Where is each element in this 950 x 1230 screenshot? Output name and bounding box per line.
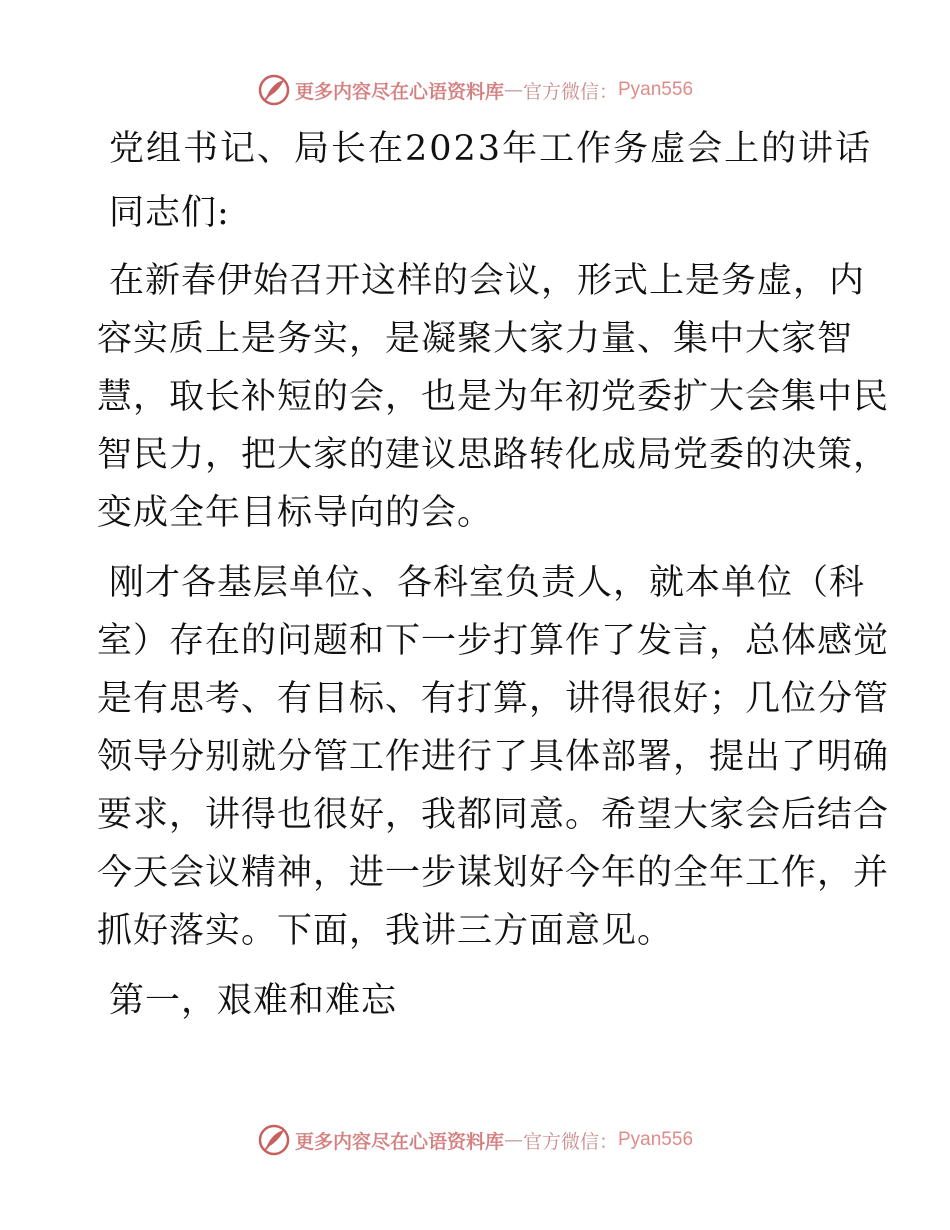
- feather-logo-icon: [257, 73, 291, 107]
- paragraph-line: 抓好落实。下面，我讲三方面意见。: [97, 911, 674, 951]
- paragraph-line: 容实质上是务实，是凝聚大家力量、集中大家智: [97, 319, 854, 359]
- banner-account: Pyan556: [618, 1129, 694, 1150]
- banner-separator: —: [503, 79, 523, 101]
- paragraph-line: 领导分别就分管工作进行了具体部署，提出了明确: [97, 737, 890, 777]
- watermark-banner-top: [0, 70, 950, 110]
- paragraph-line: 今天会议精神，进一步谋划好今年的全年工作，并: [97, 853, 890, 893]
- paragraph-line: 慧，取长补短的会，也是为年初党委扩大会集中民: [97, 377, 890, 417]
- banner-separator: —: [503, 1129, 523, 1151]
- banner-wechat-label: 官方微信：: [522, 1130, 618, 1153]
- watermark-banner-bottom: [0, 1120, 950, 1160]
- banner-account: Pyan556: [618, 79, 694, 100]
- paragraph-line: 是有思考、有目标、有打算，讲得很好；几位分管: [97, 679, 890, 719]
- document-body: [97, 120, 890, 1030]
- paragraph-line: 要求，讲得也很好，我都同意。希望大家会后结合: [97, 795, 890, 835]
- document-title: 党组书记、局长在2023年工作务虚会上的讲话: [109, 129, 873, 169]
- paragraph-line: 刚才各基层单位、各科室负责人，就本单位（科: [109, 563, 866, 603]
- paragraph-line: 在新春伊始召开这样的会议，形式上是务虚，内: [109, 261, 866, 301]
- paragraph-line: 智民力，把大家的建议思路转化成局党委的决策，: [97, 435, 890, 475]
- section-heading: 第一，艰难和难忘: [109, 981, 398, 1021]
- salutation: 同志们:: [109, 193, 230, 233]
- paragraph-1: [97, 252, 890, 542]
- banner-brand: 更多内容尽在心语资料库: [294, 80, 504, 103]
- banner-wechat-label: 官方微信：: [522, 80, 618, 103]
- banner-brand: 更多内容尽在心语资料库: [294, 1130, 504, 1153]
- paragraph-2: [97, 554, 890, 960]
- paragraph-line: 室）存在的问题和下一步打算作了发言，总体感觉: [97, 621, 890, 661]
- paragraph-line: 变成全年目标导向的会。: [97, 493, 494, 533]
- feather-logo-icon: [257, 1123, 291, 1157]
